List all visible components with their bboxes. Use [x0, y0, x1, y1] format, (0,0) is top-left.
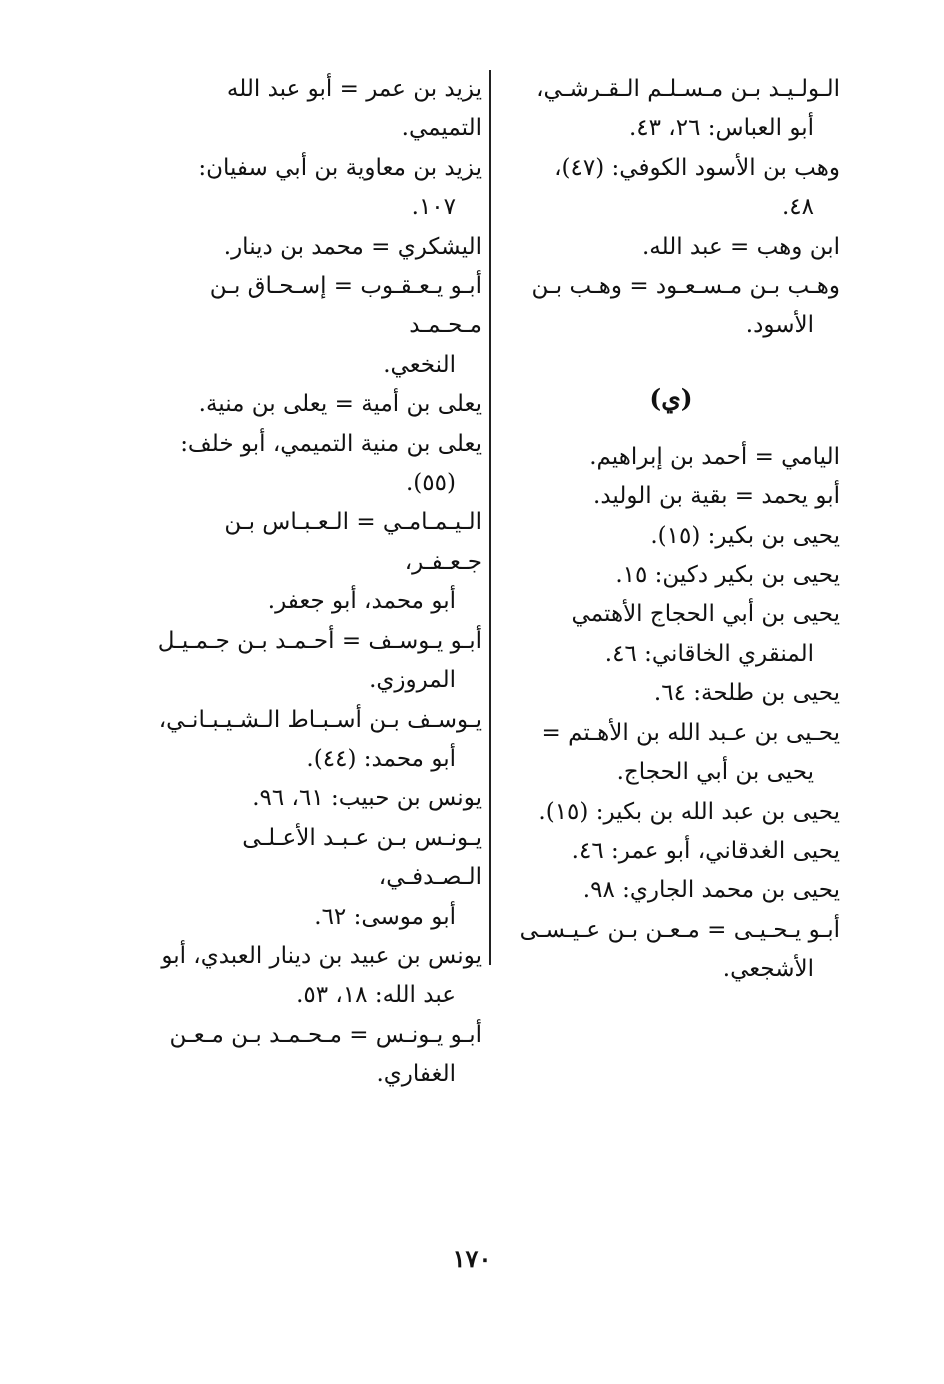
index-entry: [144, 701, 482, 780]
page-number: ١٧٠: [452, 1244, 492, 1273]
entry-heading: يـوسـف بـن أسـبـاط الـشـيـبـانـي،: [158, 706, 482, 733]
column-divider: [489, 70, 491, 965]
index-entry: [502, 595, 840, 674]
index-entry: [144, 149, 482, 228]
index-entry: [502, 228, 840, 267]
index-entry: [502, 556, 840, 595]
entry-heading: يـونـس بـن عـبـد الأعـلـى الـصـدفـي،: [242, 824, 482, 891]
index-entry: [502, 674, 840, 713]
entry-heading: الـولـيـد بـن مـسـلـم الـقـرشـي،: [536, 76, 840, 102]
entry-continuation: الأشجعي.: [722, 956, 814, 983]
entry-continuation: الأسود.: [745, 312, 814, 339]
entry-heading: وهـب بـن مـسـعـود = وهـب بـن: [531, 273, 840, 300]
entry-heading: اليامي = أحمد بن إبراهيم.: [589, 443, 840, 470]
entry-heading: يحيى بن أبي الحجاج الأهتمي: [571, 601, 840, 628]
left-entries: [144, 70, 482, 1095]
entry-heading: يعلى بن أمية = يعلى بن منية.: [198, 391, 482, 418]
index-entry: [502, 477, 840, 516]
index-entry: [144, 228, 482, 267]
entry-continuation: (٥٥).: [406, 470, 456, 497]
entry-heading: أبو يحمد = بقية بن الوليد.: [593, 483, 840, 510]
entry-continuation: أبو العباس: ٢٦، ٤٣.: [628, 115, 814, 142]
entry-heading: يحيى بن بكير دكين: ١٥.: [615, 562, 840, 589]
entry-continuation: عبد الله: ١٨، ٥٣.: [296, 982, 456, 1009]
index-entry: [502, 517, 840, 556]
section-header-ya: (ي): [649, 383, 693, 413]
index-entry: [502, 871, 840, 910]
entry-heading: يزيد بن عمر = أبو عبد الله التميمي.: [226, 76, 482, 142]
index-entry: [502, 149, 840, 228]
entry-heading: أبـو يـعـقـوب = إسـحـاق بـن مـحـمـد: [209, 273, 482, 339]
index-entry: [502, 438, 840, 477]
index-entry: [502, 267, 840, 346]
entry-continuation: ٤٨.: [781, 194, 814, 221]
entry-heading: يحيى بن عبد الله بن بكير: (١٥).: [538, 798, 840, 825]
index-entry: [502, 832, 840, 871]
right-entries-before-header: [502, 70, 840, 346]
entry-heading: أبـو يـوسـف = أحـمـد بـن جـمـيـل: [157, 627, 482, 654]
index-entry: [144, 622, 482, 701]
entry-continuation: المروزي.: [369, 667, 456, 694]
entry-heading: يونس بن حبيب: ٦١، ٩٦.: [252, 785, 482, 812]
index-entry: [502, 70, 840, 149]
entry-heading: يحيى بن محمد الجاري: ٩٨.: [582, 877, 840, 904]
entry-heading: يحيى بن بكير: (١٥).: [650, 522, 840, 549]
entry-heading: يونس بن عبيد بن دينار العبدي، أبو: [161, 942, 482, 969]
entry-heading: أبـو يـحـيـى = مـعـن بـن عـيـسـى: [519, 916, 840, 943]
left-column: [144, 70, 482, 1095]
entry-continuation: المنقري الخاقاني: ٤٦.: [604, 640, 814, 667]
index-entry: [144, 425, 482, 504]
entry-continuation: أبو محمد، أبو جعفر.: [267, 588, 456, 615]
index-entry: [144, 267, 482, 385]
entry-heading: ابن وهب = عبد الله.: [641, 233, 840, 260]
index-entry: [144, 385, 482, 424]
index-entry: [502, 911, 840, 990]
index-entry: [144, 70, 482, 149]
entry-heading: وهب بن الأسود الكوفي: (٤٧)،: [554, 154, 840, 181]
entry-heading: أبـو يـونـس = مـحـمـد بـن مـعـن: [169, 1021, 482, 1048]
entry-heading: يحيى الغدقاني، أبو عمر: ٤٦.: [571, 837, 840, 864]
index-entry: [144, 779, 482, 818]
entry-continuation: يحيى بن أبي الحجاج.: [616, 759, 814, 786]
index-entry: [502, 714, 840, 793]
right-entries-after-header: [502, 438, 840, 990]
entry-continuation: الغفاري.: [376, 1061, 456, 1088]
index-entry: [144, 1016, 482, 1095]
entry-heading: يعلى بن منية التميمي، أبو خلف:: [180, 430, 482, 457]
index-entry: [502, 793, 840, 832]
entry-heading: يحـيى بن عـبد الله بن الأهـتم =: [541, 719, 840, 746]
entry-continuation: النخعي.: [383, 351, 456, 378]
index-entry: [144, 937, 482, 1016]
right-column: [502, 70, 840, 990]
entry-heading: يزيد بن معاوية بن أبي سفيان:: [198, 154, 482, 181]
entry-continuation: أبو محمد: (٤٤).: [306, 745, 456, 772]
entry-continuation: ١٠٧.: [411, 194, 456, 221]
index-entry: [144, 503, 482, 621]
entry-heading: اليشكري = محمد بن دينار.: [223, 233, 482, 260]
entry-continuation: أبو موسى: ٦٢.: [314, 903, 456, 930]
index-entry: [144, 819, 482, 937]
entry-heading: الـيـمـامـي = الـعـبـاس بـن جـعـفـر،: [224, 509, 482, 575]
entry-heading: يحيى بن طلحة: ٦٤.: [653, 680, 840, 707]
